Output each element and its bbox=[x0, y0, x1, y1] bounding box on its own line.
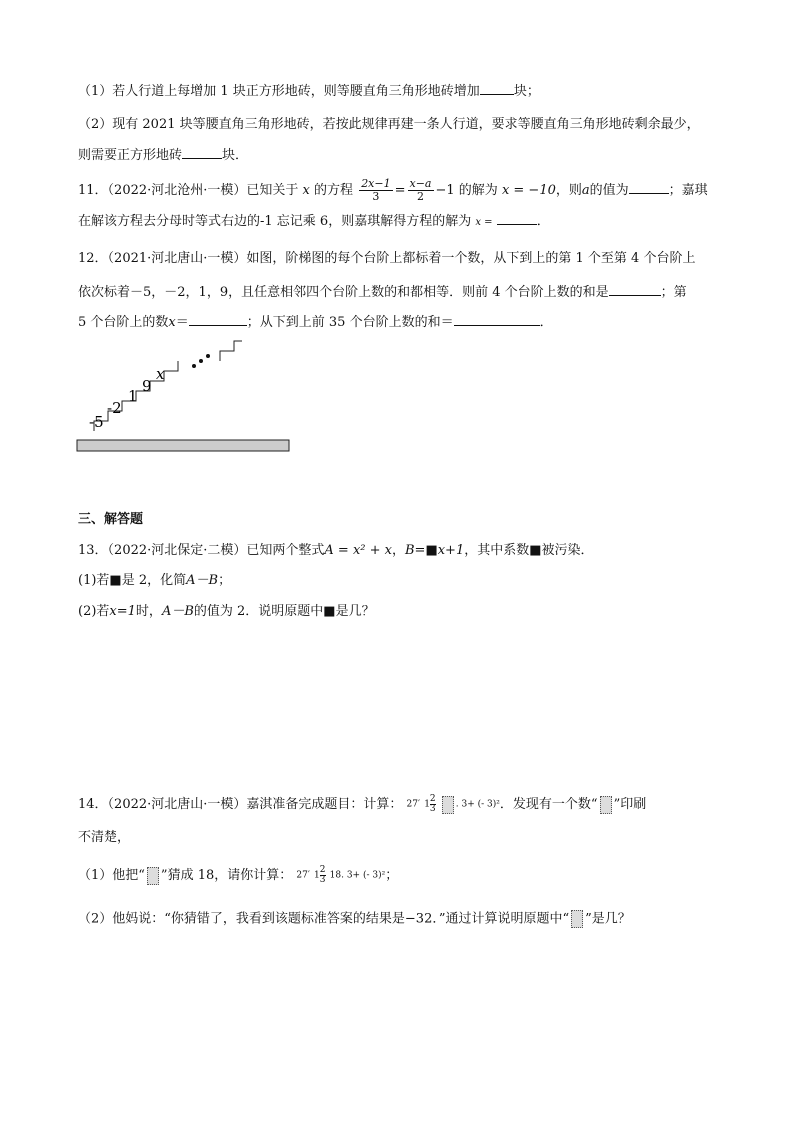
q14-p1-calc-mid: 18 bbox=[329, 870, 342, 881]
q11-line1 bbox=[78, 178, 708, 203]
q10-part2-line2 bbox=[78, 146, 248, 165]
q11-frac2-den: 2 bbox=[417, 190, 424, 203]
stair-label-5: x bbox=[156, 365, 165, 383]
q14-p1-mixed-whole: 1 bbox=[314, 870, 320, 881]
stair-label-4: 9 bbox=[142, 377, 152, 395]
q10-part2-line1: （2）现有 2021 块等腰直角三角形地砖，若按此规律再建一条人行道，要求等腰直角三角形地砖剩余最少， bbox=[78, 117, 700, 132]
q14-p1-calc-prefix: 27′ bbox=[296, 870, 310, 881]
q12-blank-3[interactable] bbox=[454, 313, 540, 326]
q11-line2-text: 在解该方程去分母时等式右边的-1 忘记乘 6，则嘉琪解得方程的解为 bbox=[78, 214, 472, 229]
q14-p1-end: ； bbox=[385, 868, 399, 883]
q13-line1 bbox=[78, 542, 594, 560]
q14-calc-prefix: 27′ bbox=[406, 799, 421, 810]
q11-lead: 11．（2022·河北沧州·一模）已知关于 bbox=[78, 183, 299, 198]
q11-solution: x = −10 bbox=[501, 183, 556, 198]
q14-part1 bbox=[78, 866, 398, 885]
q11-frac2-num: x−a bbox=[409, 177, 432, 190]
q13-A-expr: A = x² + x bbox=[324, 543, 392, 558]
q12-line2 bbox=[78, 283, 687, 302]
stair-label-3: 1 bbox=[128, 387, 138, 405]
q14-line1-b: ．发现有一个数“ bbox=[499, 797, 598, 812]
q11-fraction-2 bbox=[408, 178, 434, 203]
q14-calc-suffix: . 3+ (- 3)² bbox=[455, 799, 500, 810]
q11-fraction-1 bbox=[359, 178, 392, 203]
q13-p2-b: 时， bbox=[135, 604, 162, 619]
smudged-number-box bbox=[442, 796, 454, 814]
staircase-top-step bbox=[220, 341, 242, 361]
q13-lead: 13．（2022·河北保定·二模）已知两个整式 bbox=[78, 543, 325, 558]
q11-frac1-num: 2x−1 bbox=[361, 177, 391, 190]
stair-label-2: -2 bbox=[107, 399, 122, 417]
q12-blank-1[interactable] bbox=[609, 283, 661, 296]
q12-line1: 12．（2021·河北唐山·一模）如图，阶梯图的每个台阶上都标着一个数，从下到上的第 1 个至第 4 个台阶上 bbox=[78, 251, 696, 266]
ellipsis-dot bbox=[192, 364, 196, 368]
ground-bar bbox=[77, 440, 289, 451]
q14-mixed-num: 2 bbox=[429, 794, 436, 804]
smudged-number-box bbox=[147, 867, 159, 885]
stair-label-1: -5 bbox=[89, 413, 104, 431]
q13-B-expr: B=■x+1 bbox=[405, 543, 465, 558]
q14-part2 bbox=[78, 910, 631, 929]
q11-comma: ，则 bbox=[555, 183, 582, 198]
smudged-number-box bbox=[600, 796, 612, 814]
q11-blank-1[interactable] bbox=[629, 181, 669, 194]
q11-var-a: a bbox=[581, 183, 590, 198]
q12-line2-text: 依次标着－5，－2，1，9，且任意相邻四个台阶上数的和都相等．则前 4 个台阶上数的和是 bbox=[78, 285, 609, 300]
q11-line2-x: x = bbox=[475, 217, 493, 228]
q11-after-frac: −1 的解为 bbox=[435, 183, 498, 198]
q11-blank-2[interactable] bbox=[497, 212, 537, 225]
ellipsis-dot bbox=[199, 359, 203, 363]
q13-p2-a: (2)若 bbox=[78, 604, 110, 619]
q14-p1-mixed-frac bbox=[320, 866, 326, 885]
q14-mixed-frac bbox=[430, 795, 436, 814]
q11-eq-sign: = bbox=[394, 183, 406, 198]
ellipsis-dot bbox=[206, 354, 210, 358]
q14-p1-b: ”猜成 18，请你计算： bbox=[160, 868, 293, 883]
q13-p2-c: 的值为 2．说明原题中■是几？ bbox=[193, 604, 375, 619]
q13-p2-expr: A－B bbox=[161, 604, 194, 619]
q11-var-x: x bbox=[302, 183, 310, 198]
q12-line3-end: ． bbox=[539, 315, 553, 330]
q13-part1 bbox=[78, 572, 231, 590]
q13-p1-expr: A－B bbox=[186, 573, 219, 588]
q13-sep: ， bbox=[391, 543, 405, 558]
q14-mixed-den: 3 bbox=[429, 804, 436, 814]
q14-p2-a: （2）他妈说：“你猜错了，我看到该题标准答案的结果是−32．”通过计算说明原题中“ bbox=[78, 911, 570, 927]
q10-blank-1[interactable] bbox=[480, 82, 514, 95]
q12-line3-text: 5 个台阶上的数 bbox=[78, 315, 169, 330]
q10-part1-tail: 块； bbox=[513, 84, 540, 99]
q10-blank-2[interactable] bbox=[182, 146, 222, 159]
q10-part2-text: 则需要正方形地砖 bbox=[78, 148, 183, 163]
q10-part2-tail: 块． bbox=[222, 148, 249, 163]
q11-line2 bbox=[78, 212, 550, 232]
q14-line1-c: ”印刷 bbox=[613, 797, 647, 812]
q14-line1 bbox=[78, 795, 646, 814]
q14-line2: 不清楚， bbox=[78, 830, 131, 845]
q12-line3 bbox=[78, 313, 553, 332]
q14-lead: 14．（2022·河北唐山·一模）嘉淇准备完成题目：计算： bbox=[78, 797, 403, 812]
q13-p1-text: (1)若■是 2，化简 bbox=[78, 573, 187, 588]
section-title: 三、解答题 bbox=[78, 512, 144, 527]
staircase-figure bbox=[70, 335, 300, 457]
q14-p1-calc-suffix: . 3+ (- 3)² bbox=[341, 870, 386, 881]
q14-p1-mixed-den: 3 bbox=[319, 875, 326, 885]
q13-p1-end: ； bbox=[218, 573, 232, 588]
q11-tail: ；嘉琪 bbox=[668, 183, 708, 198]
q12-line2-tail: ；第 bbox=[660, 285, 687, 300]
q12-blank-2[interactable] bbox=[189, 313, 247, 326]
smudged-number-box bbox=[571, 910, 583, 928]
q14-p2-b: ”是几？ bbox=[585, 911, 631, 927]
q12-line3-mid: ；从下到上前 35 个台阶上数的和＝ bbox=[246, 315, 454, 330]
q11-eq-label: 的方程 bbox=[314, 183, 354, 198]
q13-p2-x: x=1 bbox=[109, 604, 136, 619]
q14-p1-mixed-num: 2 bbox=[319, 865, 326, 875]
q11-value-label: 的值为 bbox=[589, 183, 629, 198]
q14-mixed-whole: 1 bbox=[424, 799, 430, 810]
q13-line1-tail: ，其中系数■被污染． bbox=[464, 543, 594, 558]
q14-p1-a: （1）他把“ bbox=[78, 868, 145, 883]
q10-part1-text: （1）若人行道上每增加 1 块正方形地砖，则等腰直角三角形地砖增加 bbox=[78, 84, 480, 99]
q10-part1 bbox=[78, 82, 540, 101]
q12-eq: ＝ bbox=[175, 315, 189, 330]
q11-frac1-den: 3 bbox=[372, 190, 380, 203]
q12-var-x: x bbox=[168, 315, 176, 330]
q13-part2 bbox=[78, 603, 375, 621]
q11-line2-end: ． bbox=[536, 214, 550, 229]
